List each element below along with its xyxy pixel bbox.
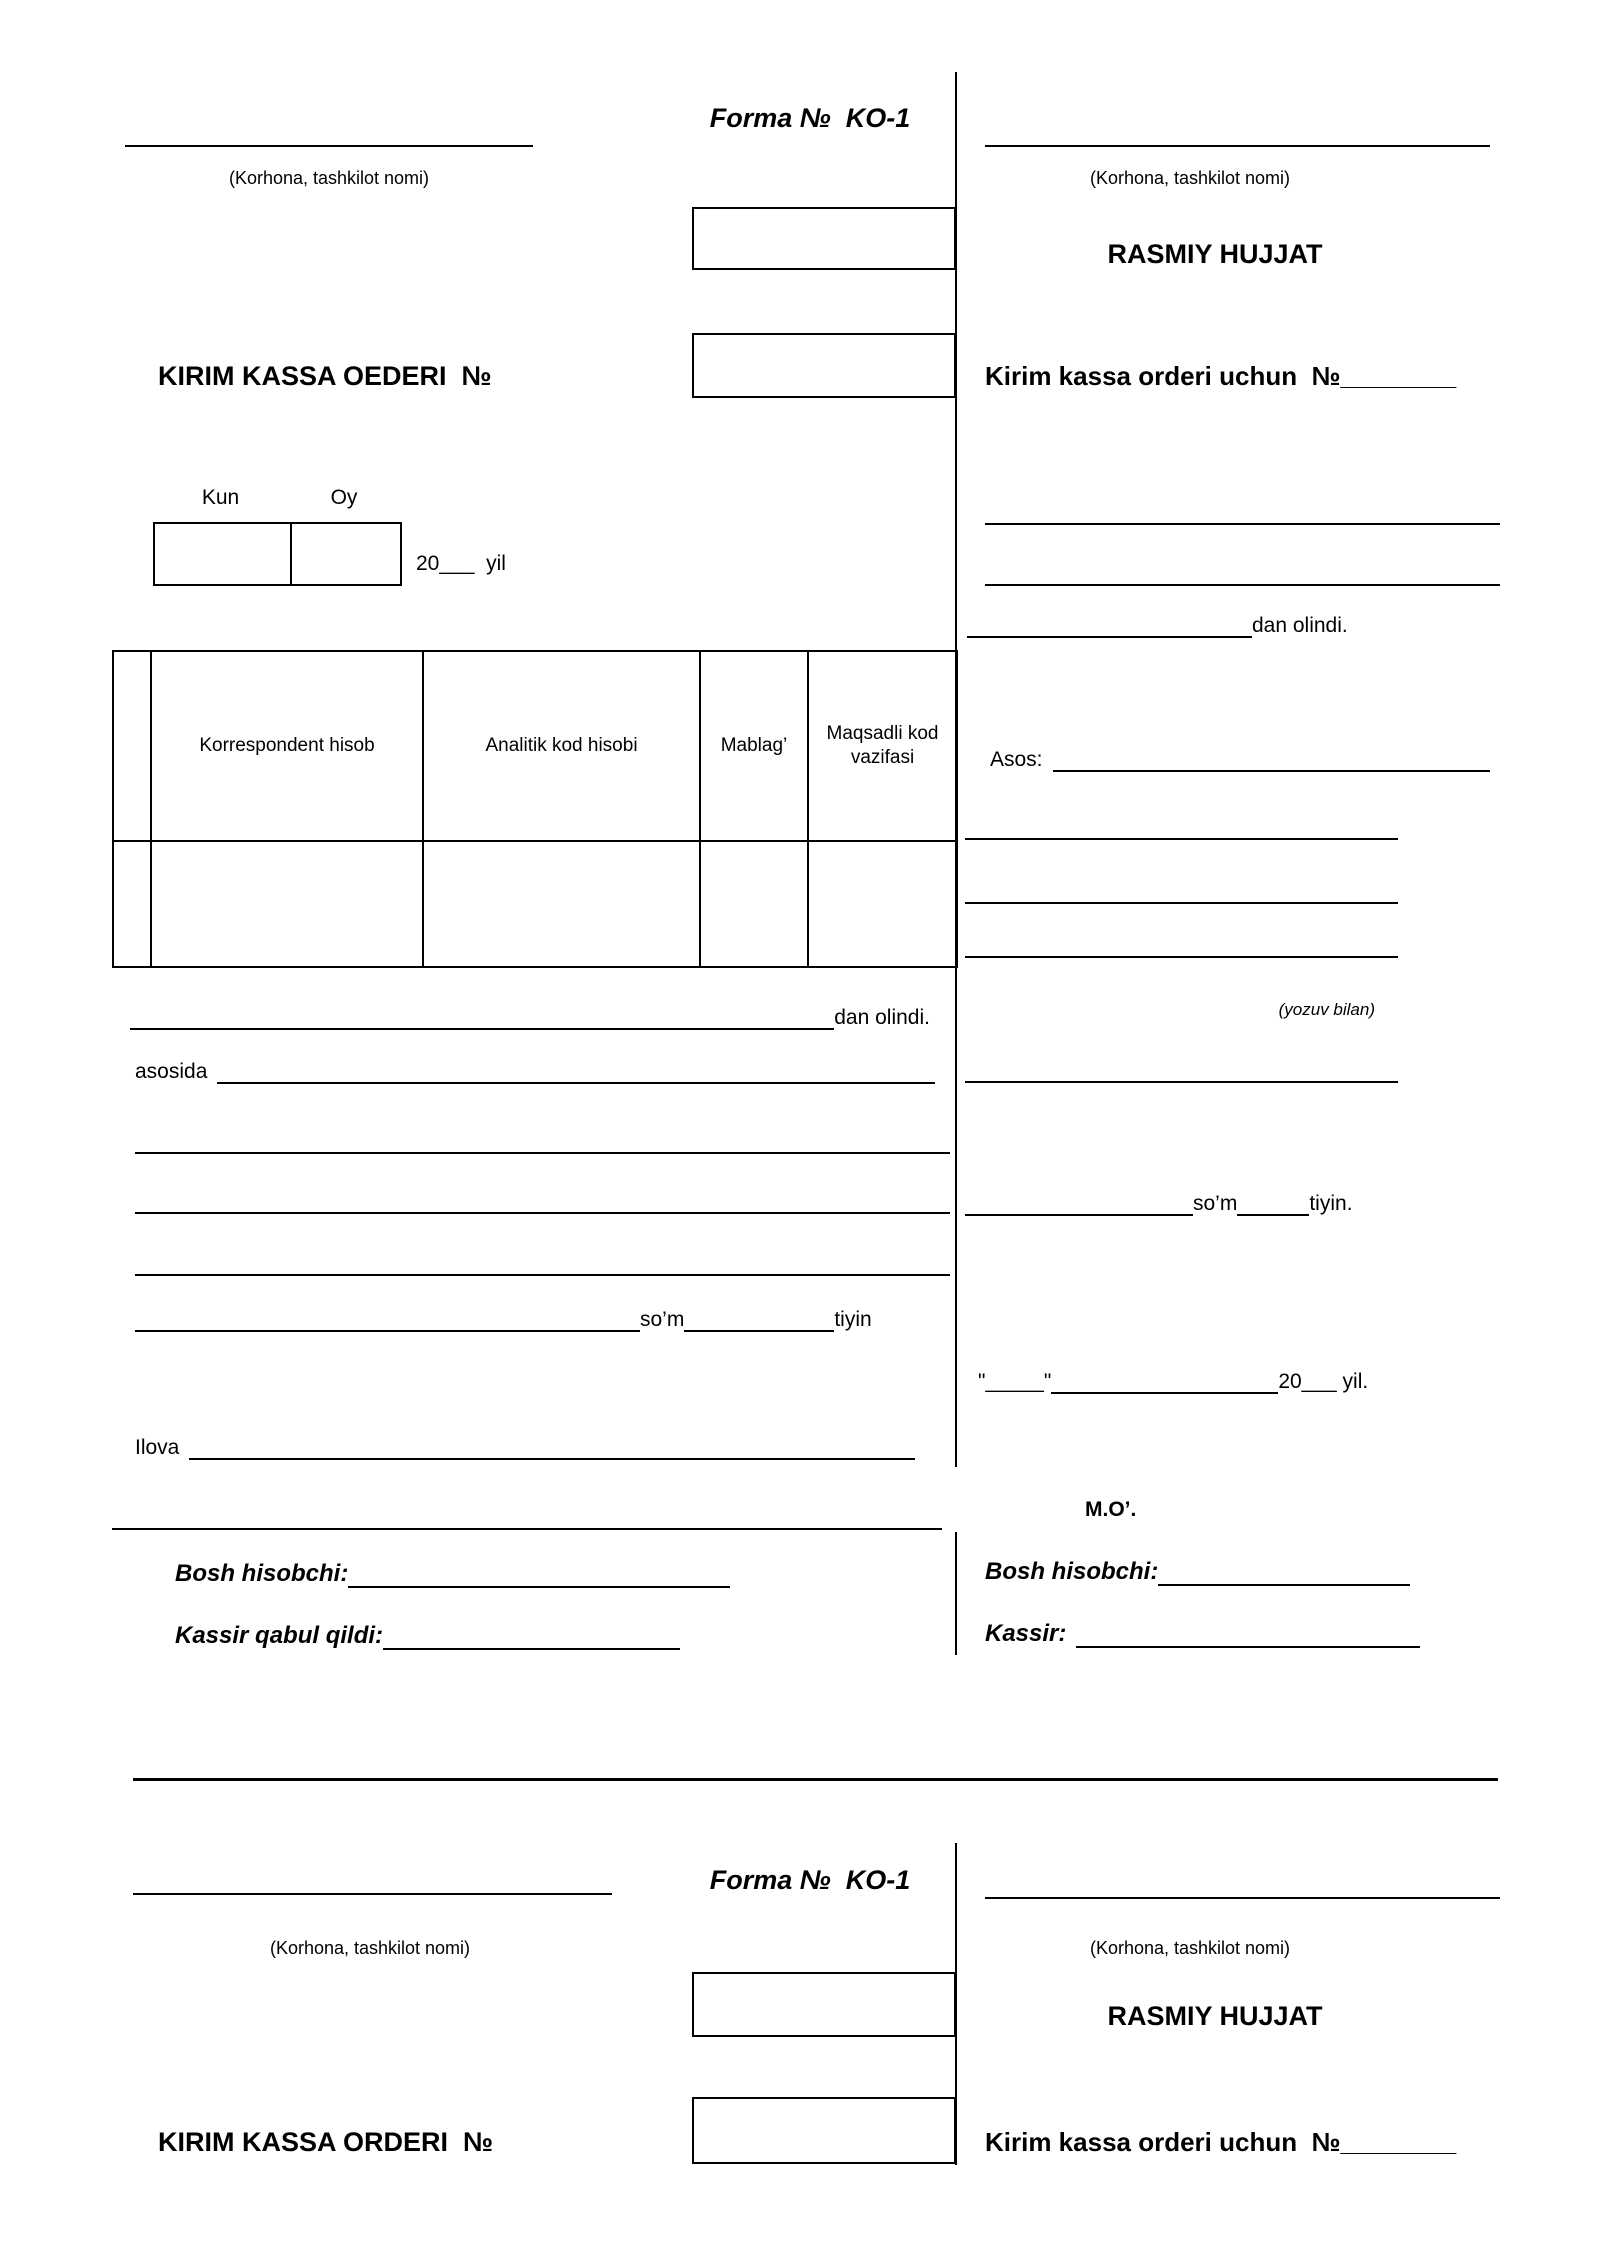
stub-receipt-title: Kirim kassa orderi uchun №________	[985, 361, 1457, 391]
table-header-empty	[113, 651, 151, 841]
stub-date-row	[978, 1370, 1368, 1394]
stub-basis-row	[990, 748, 1490, 772]
stub-chief-accountant-label: Bosh hisobchi:	[985, 1558, 1159, 1585]
stub-tiyin-label: tiyin.	[1309, 1192, 1353, 1215]
stub-company-name-blank-line	[985, 145, 1490, 147]
table-header-correspondent-account: Korrespondent hisob	[151, 651, 423, 841]
stamp-box-2	[692, 333, 956, 398]
org-caption: (Korhona, tashkilot nomi)	[228, 168, 430, 188]
basis-row	[135, 1060, 935, 1084]
attachment-blank	[189, 1439, 915, 1460]
attachment-label: Ilova	[135, 1436, 180, 1459]
day-entry-cell	[155, 524, 290, 584]
form2-order-title: KIRIM KASSA ORDERI №	[158, 2127, 494, 2157]
form2-official-document-label: RASMIY HUJJAT	[1107, 2001, 1323, 2031]
stub-org-caption: (Korhona, tashkilot nomi)	[1089, 168, 1291, 188]
amount-row	[135, 1308, 872, 1332]
table-cell-amount	[700, 841, 808, 967]
stub-date-month-blank	[1051, 1373, 1278, 1394]
stub-cashier-label: Kassir:	[985, 1620, 1067, 1647]
in-words-caption: (yozuv bilan)	[1278, 1000, 1375, 1019]
sum-label: so’m	[640, 1308, 685, 1331]
column-divider-upper-lower-segment	[955, 1532, 957, 1655]
received-from-suffix: dan olindi.	[834, 1006, 930, 1029]
stamp-box-1	[692, 207, 956, 270]
table-cell-empty	[113, 841, 151, 967]
cashier-received-signature-row	[175, 1622, 680, 1650]
chief-accountant-signature-row	[175, 1560, 730, 1588]
stub-blank-line-2	[985, 584, 1500, 586]
table-header-analytic-code: Analitik kod hisobi	[423, 651, 700, 841]
stub-text-blank-line-1	[965, 838, 1398, 840]
stub-basis-blank	[1053, 751, 1490, 772]
form2-stub-receipt-title: Kirim kassa orderi uchun №________	[985, 2127, 1457, 2157]
tiyin-label: tiyin	[834, 1308, 872, 1331]
text-blank-line-2	[135, 1212, 950, 1214]
stub-cashier-signature-blank	[1076, 1626, 1420, 1647]
stub-date-day-blank: "_____"	[978, 1370, 1052, 1393]
amount-tiyin-blank	[684, 1311, 834, 1332]
cashier-received-signature-blank	[383, 1628, 680, 1649]
text-blank-line-3	[135, 1274, 950, 1276]
official-document-label: RASMIY HUJJAT	[1107, 239, 1323, 269]
received-from-row	[130, 1006, 930, 1030]
table-cell-analytic-code	[423, 841, 700, 967]
month-entry-cell	[290, 524, 400, 584]
stub-amount-row	[965, 1192, 1353, 1216]
stamp-place-label: M.O’.	[1085, 1498, 1137, 1521]
year-blank: 20___ yil	[416, 552, 506, 575]
basis-prefix: asosida	[135, 1060, 208, 1083]
form-number-label: Forma № KO-1	[709, 103, 911, 133]
order-title: KIRIM KASSA OEDERI №	[158, 361, 492, 391]
form2-org-caption: (Korhona, tashkilot nomi)	[269, 1938, 471, 1958]
form2-stub-org-caption: (Korhona, tashkilot nomi)	[1089, 1938, 1291, 1958]
stub-received-from-row	[967, 614, 1348, 638]
received-from-blank	[130, 1009, 834, 1030]
stub-text-blank-line-2	[965, 902, 1398, 904]
form2-stamp-box-2	[692, 2097, 956, 2164]
cashier-received-label: Kassir qabul qildi:	[175, 1622, 384, 1649]
day-label: Kun	[201, 486, 240, 509]
basis-blank	[217, 1063, 935, 1084]
stub-received-from-suffix: dan olindi.	[1252, 614, 1348, 637]
stub-sum-label: so’m	[1193, 1192, 1238, 1215]
attachment-blank-line-2	[112, 1528, 942, 1530]
stub-basis-label: Asos:	[990, 748, 1043, 771]
stub-text-blank-line-3	[965, 956, 1398, 958]
stub-amount-sum-blank	[965, 1195, 1193, 1216]
stub-received-from-blank	[967, 617, 1252, 638]
date-entry-box	[153, 522, 402, 586]
stub-text-blank-line-4	[965, 1081, 1398, 1083]
form-cut-separator-line	[133, 1778, 1498, 1781]
table-cell-purpose-code	[808, 841, 957, 967]
form2-stamp-box-1	[692, 1972, 956, 2037]
stub-cashier-signature-row	[985, 1620, 1420, 1648]
stub-date-year-blank: 20___ yil.	[1278, 1370, 1369, 1393]
stub-chief-accountant-signature-row	[985, 1558, 1410, 1586]
form2-company-name-blank-line	[133, 1893, 612, 1895]
chief-accountant-label: Bosh hisobchi:	[175, 1560, 349, 1587]
attachment-row	[135, 1436, 915, 1460]
accounting-table	[112, 650, 958, 968]
stub-amount-tiyin-blank	[1237, 1195, 1309, 1216]
company-name-blank-line	[125, 145, 533, 147]
amount-sum-blank	[135, 1311, 640, 1332]
form2-number-label: Forma № KO-1	[709, 1865, 911, 1895]
month-label: Oy	[330, 486, 358, 509]
chief-accountant-signature-blank	[348, 1566, 730, 1587]
stub-blank-line-1	[985, 523, 1500, 525]
table-header-purpose-code: Maqsadli kod vazifasi	[808, 651, 957, 841]
table-header-amount: Mablag’	[700, 651, 808, 841]
table-cell-correspondent-account	[151, 841, 423, 967]
stub-chief-accountant-signature-blank	[1158, 1564, 1410, 1585]
form2-stub-company-name-blank-line	[985, 1897, 1500, 1899]
text-blank-line-1	[135, 1152, 950, 1154]
